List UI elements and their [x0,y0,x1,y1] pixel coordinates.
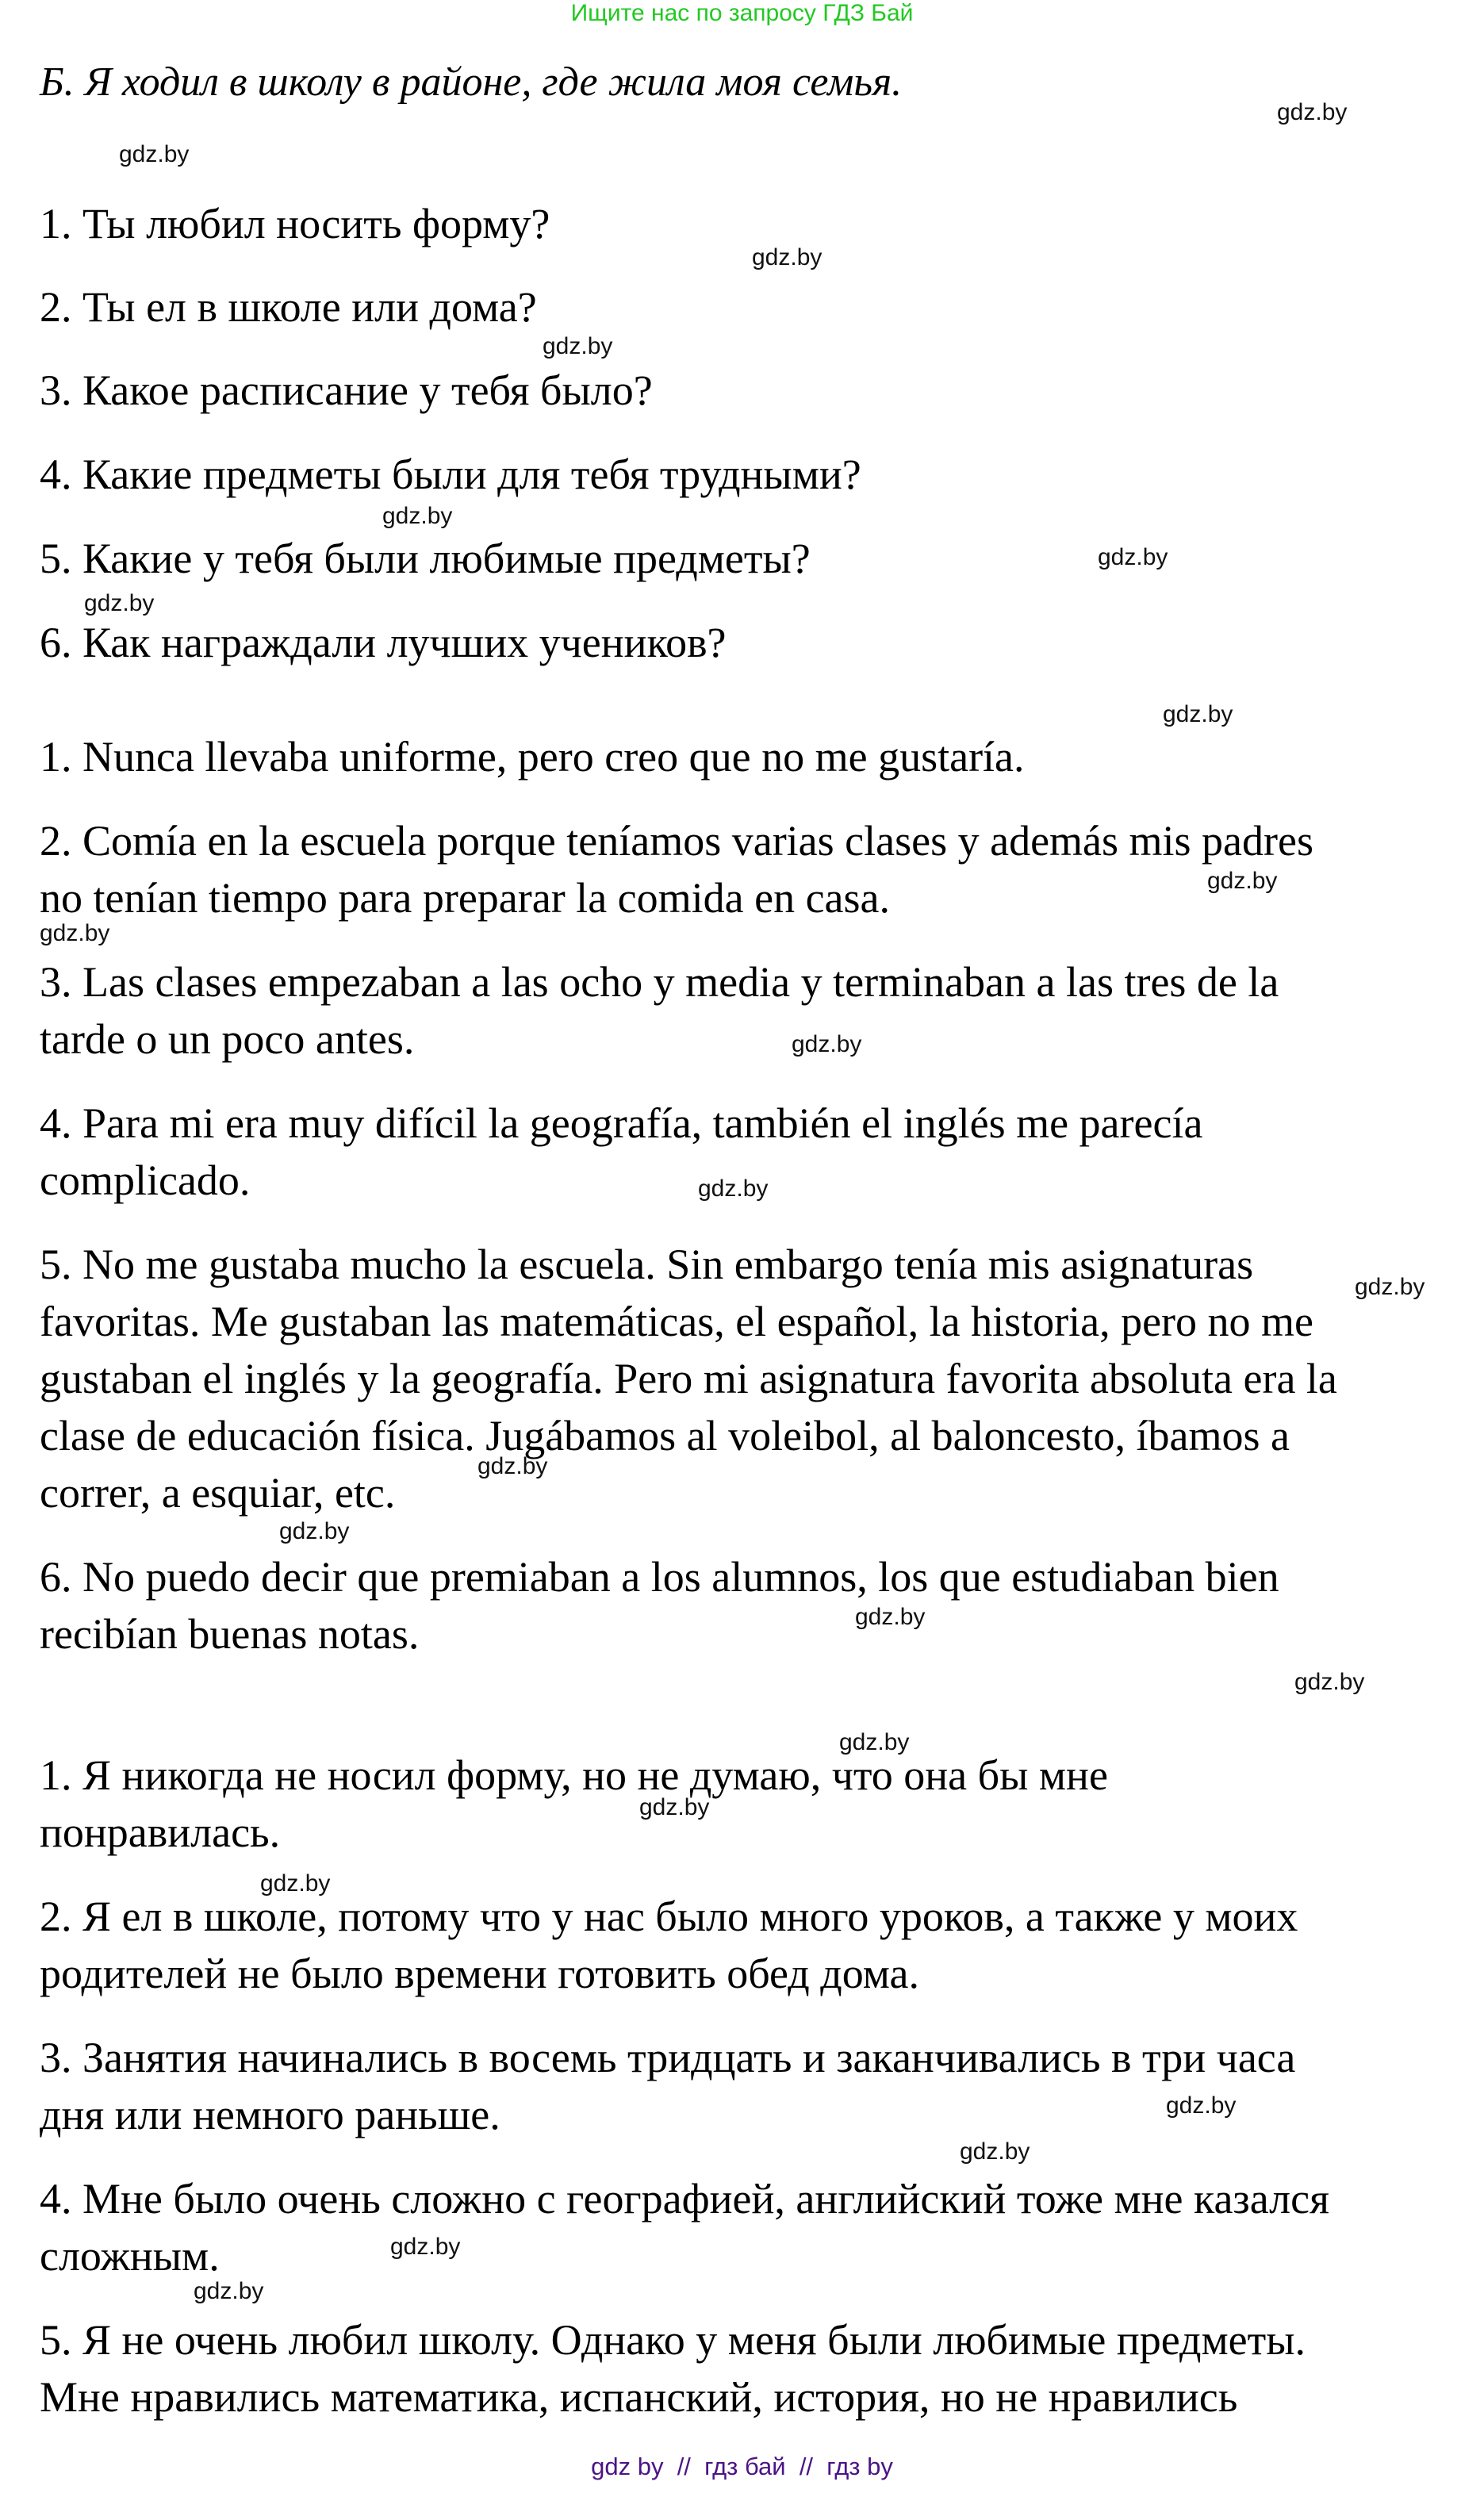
question-item: 2. Ты ел в школе или дома? [40,283,537,331]
watermark: gdz.by [382,503,453,529]
answer-line: 4. Мне было очень сложно с географией, английский тоже мне казался [40,2175,1329,2223]
watermark: gdz.by [752,244,823,270]
answer-line: Мне нравились математика, испанский, история, но не нравились [40,2373,1238,2421]
answer-line: 3. Las clases empezaban a las ocho y media y terminaban a las tres de la [40,958,1279,1006]
watermark: gdz.by [839,1729,910,1755]
answer-line: 5. Я не очень любил школу. Однако у меня были любимые предметы. [40,2316,1306,2364]
watermark: gdz.by [279,1518,350,1544]
watermark: gdz.by [1355,1274,1425,1300]
answer-line: дня или немного раньше. [40,2091,500,2138]
watermark: gdz.by [84,590,155,616]
watermark: gdz.by [1163,701,1233,727]
watermark: gdz.by [1166,2092,1237,2119]
question-item: 1. Ты любил носить форму? [40,200,550,247]
question-item: 5. Какие у тебя были любимые предметы? [40,535,811,582]
answer-line: 5. No me gustaba mucho la escuela. Sin embargo tenía mis asignaturas [40,1241,1254,1288]
answer-line: complicado. [40,1156,251,1204]
question-item: 3. Какое расписание у тебя было? [40,366,653,414]
answer-line: 1. Nunca llevaba uniforme, pero creo que no me gustaría. [40,733,1025,781]
answer-line: clase de educación física. Jugábamos al voleibol, al baloncesto, íbamos a [40,1412,1290,1459]
watermark: gdz.by [698,1176,769,1202]
answer-line: no tenían tiempo para preparar la comida en casa. [40,874,890,922]
answer-line: 3. Занятия начинались в восемь тридцать и заканчивались в три часа [40,2034,1296,2081]
footer-separator: // [663,2453,705,2480]
answer-line: 2. Я ел в школе, потому что у нас было много уроков, а также у моих [40,1893,1298,1940]
answer-line: 2. Comía en la escuela porque teníamos varias clases y además mis padres [40,817,1313,865]
exercise-heading: Б. Я ходил в школу в районе, где жила моя семья. [40,59,903,105]
watermark: gdz.by [1098,544,1168,570]
footer-link-gdz-bay[interactable]: гдз бай [704,2453,786,2480]
footer-link-gdz-by[interactable]: gdz by [591,2453,664,2480]
watermark: gdz.by [260,1870,331,1897]
watermark: gdz.by [1294,1669,1365,1695]
question-item: 4. Какие предметы были для тебя трудными? [40,451,861,498]
watermark: gdz.by [194,2278,264,2304]
watermark: gdz.by [792,1031,862,1057]
watermark: gdz.by [390,2234,461,2260]
answer-line: сложным. [40,2232,220,2280]
answer-line: родителей не было времени готовить обед дома. [40,1950,919,1997]
watermark: gdz.by [543,333,613,359]
footer-link-gdz-by-cyr[interactable]: гдз by [826,2453,893,2480]
answer-line: 6. No puedo decir que premiaban a los alumnos, los que estudiaban bien [40,1553,1279,1601]
question-item: 6. Как награждали лучших учеников? [40,619,727,666]
watermark: gdz.by [639,1794,710,1820]
answer-line: понравилась. [40,1808,281,1856]
answer-line: recibían buenas notas. [40,1610,420,1658]
watermark: gdz.by [855,1604,926,1630]
answer-line: favoritas. Me gustaban las matemáticas, el español, la historia, pero no me [40,1298,1313,1345]
watermark: gdz.by [119,141,190,167]
watermark: gdz.by [1277,99,1348,125]
watermark: gdz.by [477,1453,548,1479]
answer-line: tarde o un poco antes. [40,1015,415,1063]
search-promo-link[interactable]: Ищите нас по запросу ГДЗ Бай [570,0,914,26]
watermark: gdz.by [40,920,110,946]
footer-links [0,2451,1484,2483]
watermark: gdz.by [1207,868,1278,894]
answer-line: 1. Я никогда не носил форму, но не думаю, что она бы мне [40,1751,1108,1799]
answer-line: correr, a esquiar, etc. [40,1469,396,1517]
answer-line: gustaban el inglés y la geografía. Pero mi asignatura favorita absoluta era la [40,1355,1337,1402]
watermark: gdz.by [960,2138,1030,2165]
footer-separator: // [785,2453,827,2480]
answer-line: 4. Para mi era muy difícil la geografía, también el inglés me parecía [40,1099,1203,1147]
